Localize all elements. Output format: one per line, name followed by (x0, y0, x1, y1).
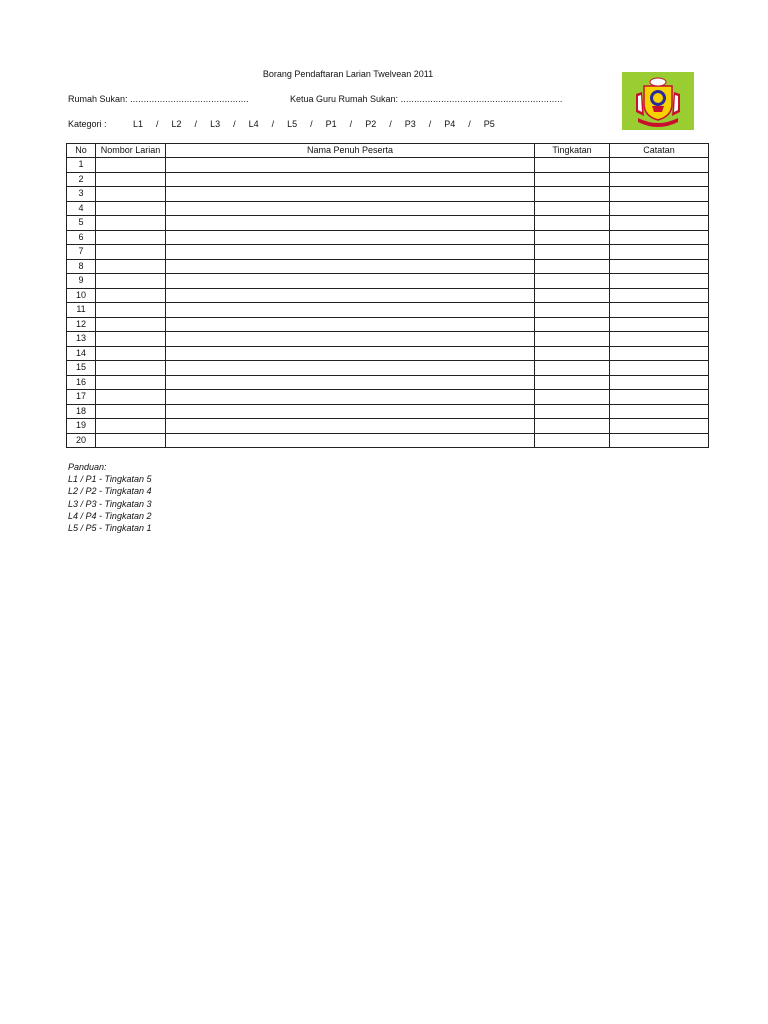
kategori-option: P1 (325, 119, 337, 129)
nombor-larian-cell[interactable] (96, 332, 166, 347)
nombor-larian-cell[interactable] (96, 230, 166, 245)
kategori-separator: / (468, 119, 471, 129)
kategori-separator: / (389, 119, 392, 129)
nama-penuh-cell[interactable] (166, 419, 535, 434)
header-nombor-larian: Nombor Larian (96, 144, 166, 158)
nama-penuh-cell[interactable] (166, 361, 535, 376)
nama-penuh-cell[interactable] (166, 245, 535, 260)
table-row (67, 346, 709, 361)
nombor-larian-cell[interactable] (96, 404, 166, 419)
row-no: 1 (67, 158, 96, 173)
row-no: 14 (67, 346, 96, 361)
table-row (67, 303, 709, 318)
kategori-option: L4 (248, 119, 259, 129)
panduan-heading: Panduan: (68, 462, 107, 472)
tingkatan-cell[interactable] (535, 187, 610, 202)
nombor-larian-cell[interactable] (96, 172, 166, 187)
school-crest-icon (622, 72, 694, 130)
catatan-cell[interactable] (610, 216, 709, 231)
catatan-cell[interactable] (610, 245, 709, 260)
catatan-cell[interactable] (610, 288, 709, 303)
tingkatan-cell[interactable] (535, 317, 610, 332)
table-row (67, 158, 709, 173)
tingkatan-cell[interactable] (535, 303, 610, 318)
row-no: 2 (67, 172, 96, 187)
table-row (67, 332, 709, 347)
nombor-larian-cell[interactable] (96, 375, 166, 390)
nombor-larian-cell[interactable] (96, 288, 166, 303)
row-no: 20 (67, 433, 96, 448)
ketua-guru-label: Ketua Guru Rumah Sukan: (290, 94, 399, 104)
nombor-larian-cell[interactable] (96, 274, 166, 289)
nombor-larian-cell[interactable] (96, 259, 166, 274)
table-row (67, 216, 709, 231)
tingkatan-cell[interactable] (535, 288, 610, 303)
tingkatan-cell[interactable] (535, 274, 610, 289)
nama-penuh-cell[interactable] (166, 274, 535, 289)
nombor-larian-cell[interactable] (96, 216, 166, 231)
tingkatan-cell[interactable] (535, 172, 610, 187)
nombor-larian-cell[interactable] (96, 187, 166, 202)
school-crest-logo (622, 72, 694, 130)
table-row (67, 361, 709, 376)
nama-penuh-cell[interactable] (166, 346, 535, 361)
row-no: 13 (67, 332, 96, 347)
registration-table (66, 143, 709, 448)
panduan-line: L5 / P5 - Tingkatan 1 (68, 523, 152, 534)
tingkatan-cell[interactable] (535, 433, 610, 448)
table-row (67, 419, 709, 434)
nombor-larian-cell[interactable] (96, 361, 166, 376)
row-no: 19 (67, 419, 96, 434)
catatan-cell[interactable] (610, 187, 709, 202)
tingkatan-cell[interactable] (535, 259, 610, 274)
table-row (67, 172, 709, 187)
header-nama-penuh: Nama Penuh Peserta (166, 144, 535, 158)
nama-penuh-cell[interactable] (166, 288, 535, 303)
nombor-larian-cell[interactable] (96, 303, 166, 318)
kategori-separator: / (156, 119, 159, 129)
catatan-cell[interactable] (610, 361, 709, 376)
table-row (67, 259, 709, 274)
nama-penuh-cell[interactable] (166, 404, 535, 419)
tingkatan-cell[interactable] (535, 419, 610, 434)
row-no: 11 (67, 303, 96, 318)
kategori-option: P3 (404, 119, 416, 129)
nama-penuh-cell[interactable] (166, 201, 535, 216)
table-row (67, 404, 709, 419)
row-no: 3 (67, 187, 96, 202)
kategori-separator: / (271, 119, 275, 129)
catatan-cell[interactable] (610, 419, 709, 434)
row-no: 5 (67, 216, 96, 231)
rumah-sukan-blank: ............................................ (130, 94, 249, 104)
nombor-larian-cell[interactable] (96, 317, 166, 332)
catatan-cell[interactable] (610, 201, 709, 216)
table-row (67, 390, 709, 405)
panduan-line: L3 / P3 - Tingkatan 3 (68, 498, 152, 509)
table-row (67, 375, 709, 390)
catatan-cell[interactable] (610, 158, 709, 173)
kategori-option: P2 (365, 119, 377, 129)
table-row (67, 274, 709, 289)
catatan-cell[interactable] (610, 404, 709, 419)
nama-penuh-cell[interactable] (166, 317, 535, 332)
catatan-cell[interactable] (610, 274, 709, 289)
catatan-cell[interactable] (610, 332, 709, 347)
row-no: 12 (67, 317, 96, 332)
row-no: 15 (67, 361, 96, 376)
nombor-larian-cell[interactable] (96, 201, 166, 216)
kategori-separator: / (194, 119, 198, 129)
nama-penuh-cell[interactable] (166, 303, 535, 318)
nama-penuh-cell[interactable] (166, 259, 535, 274)
nama-penuh-cell[interactable] (166, 187, 535, 202)
catatan-cell[interactable] (610, 259, 709, 274)
catatan-cell[interactable] (610, 317, 709, 332)
row-no: 16 (67, 375, 96, 390)
nama-penuh-cell[interactable] (166, 390, 535, 405)
nombor-larian-cell[interactable] (96, 390, 166, 405)
catatan-cell[interactable] (610, 433, 709, 448)
tingkatan-cell[interactable] (535, 245, 610, 260)
kategori-separator: / (310, 119, 313, 129)
tingkatan-cell[interactable] (535, 375, 610, 390)
ketua-guru-blank: ............................................................ (400, 94, 563, 104)
kategori-option: L5 (287, 119, 298, 129)
rumah-sukan-label: Rumah Sukan: (68, 94, 128, 104)
table-row (67, 230, 709, 245)
kategori-label: Kategori : (68, 119, 107, 129)
table-row (67, 317, 709, 332)
ketua-guru-field (290, 94, 563, 104)
kategori-option: L2 (171, 119, 182, 129)
tingkatan-cell[interactable] (535, 346, 610, 361)
row-no: 9 (67, 274, 96, 289)
nama-penuh-cell[interactable] (166, 158, 535, 173)
header-tingkatan: Tingkatan (535, 144, 610, 158)
nombor-larian-cell[interactable] (96, 419, 166, 434)
row-no: 10 (67, 288, 96, 303)
table-row (67, 245, 709, 260)
tingkatan-cell[interactable] (535, 332, 610, 347)
kategori-separator: / (428, 119, 432, 129)
panduan-line: L4 / P4 - Tingkatan 2 (68, 510, 152, 521)
table-header-row (67, 144, 709, 158)
row-no: 17 (67, 390, 96, 405)
kategori-option: L1 (133, 119, 144, 129)
tingkatan-cell[interactable] (535, 361, 610, 376)
form-title: Borang Pendaftaran Larian Twelvean 2011 (262, 69, 434, 79)
panduan-guide (68, 461, 151, 534)
row-no: 7 (67, 245, 96, 260)
panduan-line: L1 / P1 - Tingkatan 5 (68, 474, 152, 485)
nama-penuh-cell[interactable] (166, 172, 535, 187)
header-no: No (67, 144, 96, 158)
table-row (67, 288, 709, 303)
header-catatan: Catatan (610, 144, 709, 158)
kategori-option: P5 (483, 119, 495, 129)
catatan-cell[interactable] (610, 172, 709, 187)
tingkatan-cell[interactable] (535, 216, 610, 231)
catatan-cell[interactable] (610, 303, 709, 318)
tingkatan-cell[interactable] (535, 390, 610, 405)
catatan-cell[interactable] (610, 390, 709, 405)
row-no: 8 (67, 259, 96, 274)
table-row (67, 433, 709, 448)
kategori-option: P4 (444, 119, 456, 129)
nombor-larian-cell[interactable] (96, 158, 166, 173)
tingkatan-cell[interactable] (535, 404, 610, 419)
kategori-separator: / (349, 119, 353, 129)
row-no: 4 (67, 201, 96, 216)
nama-penuh-cell[interactable] (166, 216, 535, 231)
table-row (67, 201, 709, 216)
nama-penuh-cell[interactable] (166, 433, 535, 448)
catatan-cell[interactable] (610, 230, 709, 245)
tingkatan-cell[interactable] (535, 158, 610, 173)
row-no: 6 (67, 230, 96, 245)
table-row (67, 187, 709, 202)
tingkatan-cell[interactable] (535, 230, 610, 245)
row-no: 18 (67, 404, 96, 419)
nombor-larian-cell[interactable] (96, 433, 166, 448)
nama-penuh-cell[interactable] (166, 332, 535, 347)
catatan-cell[interactable] (610, 346, 709, 361)
panduan-line: L2 / P2 - Tingkatan 4 (68, 486, 152, 497)
nama-penuh-cell[interactable] (166, 375, 535, 390)
nombor-larian-cell[interactable] (96, 245, 166, 260)
rumah-sukan-field (68, 94, 249, 104)
nama-penuh-cell[interactable] (166, 230, 535, 245)
kategori-separator: / (233, 119, 236, 129)
catatan-cell[interactable] (610, 375, 709, 390)
nombor-larian-cell[interactable] (96, 346, 166, 361)
tingkatan-cell[interactable] (535, 201, 610, 216)
kategori-options (133, 119, 508, 129)
kategori-option: L3 (210, 119, 221, 129)
